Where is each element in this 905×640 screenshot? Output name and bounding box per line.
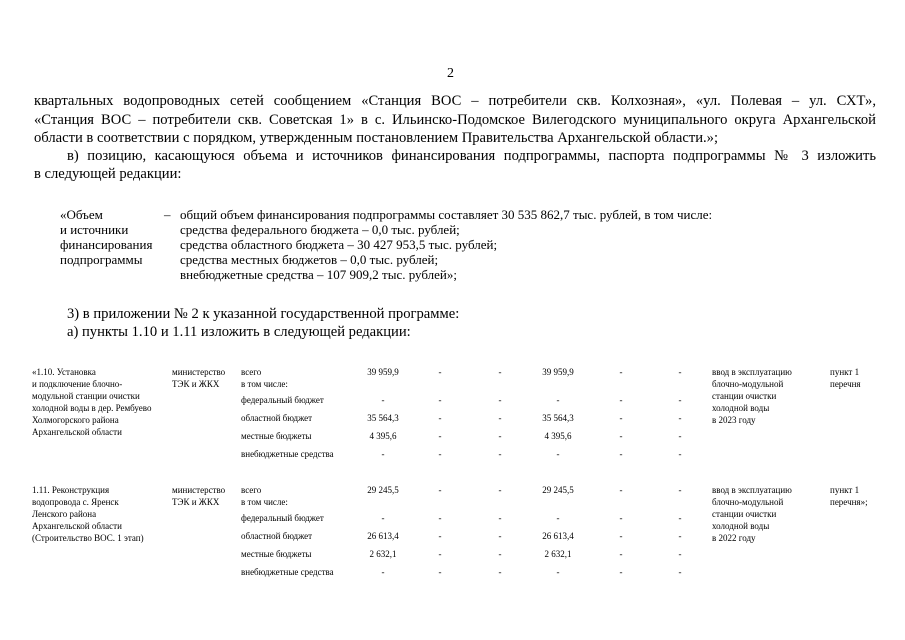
funding-source: областной бюджет <box>241 531 313 541</box>
row-reference: пункт 1 перечня <box>830 367 861 389</box>
funding-value: - <box>438 567 442 577</box>
funding-value: - <box>678 567 682 577</box>
funding-value: - <box>381 567 385 577</box>
funding-value: - <box>438 549 442 559</box>
passport-label-1: «Объем <box>60 207 103 222</box>
funding-value: - <box>498 485 502 495</box>
funding-value: - <box>678 449 682 459</box>
funding-value: - <box>498 549 502 559</box>
funding-value: 4 395,6 <box>544 431 572 441</box>
funding-value: 29 245,5 <box>542 485 574 495</box>
funding-source: внебюджетные средства <box>241 449 334 459</box>
funding-value: - <box>619 513 623 523</box>
item-3: 3) в приложении № 2 к указанной государственной программе: <box>67 306 460 322</box>
item-b-line-1: в) позицию, касающуюся объема и источников финансирования подпрограммы, паспорта подпрограммы № 3 изложить <box>67 148 876 164</box>
funding-value: - <box>438 513 442 523</box>
funding-value: - <box>498 367 502 377</box>
funding-value: - <box>438 531 442 541</box>
item-b-line-2: в следующей редакции: <box>34 166 182 182</box>
funding-source: федеральный бюджет <box>241 395 324 405</box>
funding-value: - <box>678 485 682 495</box>
passport-value-1: общий объем финансирования подпрограммы составляет 30 535 862,7 тыс. рублей, в том числе: <box>180 207 713 222</box>
funding-value: - <box>619 567 623 577</box>
row-executor: министерство ТЭК и ЖКХ <box>172 367 226 389</box>
paragraph-line-2: «Станция ВОС – потребители скв. Советская 1» в с. Ильинско-Подомское Вилегодского муниципального округа Архангельской <box>34 112 876 128</box>
funding-value: 39 959,9 <box>542 367 574 377</box>
funding-value: - <box>619 367 623 377</box>
passport-label-3: финансирования <box>60 237 153 252</box>
paragraph-line-3: области в соответствии с порядком, утвержденным постановлением Правительства Архангельской области.»; <box>34 130 719 146</box>
funding-value: - <box>381 395 385 405</box>
funding-value: - <box>381 513 385 523</box>
funding-value: - <box>619 531 623 541</box>
funding-value: 35 564,3 <box>542 413 574 423</box>
funding-value: - <box>619 431 623 441</box>
funding-value: - <box>498 431 502 441</box>
funding-source: внебюджетные средства <box>241 567 334 577</box>
funding-value: - <box>678 431 682 441</box>
passport-value-3: средства областного бюджета – 30 427 953,5 тыс. рублей; <box>180 237 498 252</box>
funding-value: 26 613,4 <box>542 531 574 541</box>
funding-value: 26 613,4 <box>367 531 399 541</box>
funding-source: областной бюджет <box>241 413 313 423</box>
funding-value: - <box>438 431 442 441</box>
funding-value: - <box>678 531 682 541</box>
funding-source: всего в том числе: <box>241 485 288 507</box>
funding-value: - <box>556 449 560 459</box>
funding-source: местные бюджеты <box>241 431 312 441</box>
funding-value: - <box>498 449 502 459</box>
funding-source: местные бюджеты <box>241 549 312 559</box>
funding-source: всего в том числе: <box>241 367 288 389</box>
funding-value: - <box>438 485 442 495</box>
funding-value: - <box>381 449 385 459</box>
funding-source: федеральный бюджет <box>241 513 324 523</box>
passport-label-4: подпрограммы <box>60 252 143 267</box>
funding-value: - <box>438 367 442 377</box>
passport-dash: – <box>164 207 171 222</box>
funding-value: - <box>498 395 502 405</box>
funding-value: - <box>678 413 682 423</box>
funding-value: - <box>678 367 682 377</box>
passport-value-2: средства федерального бюджета – 0,0 тыс. рублей; <box>180 222 460 237</box>
passport-value-5: внебюджетные средства – 107 909,2 тыс. рублей»; <box>180 267 457 282</box>
funding-value: - <box>678 513 682 523</box>
funding-value: - <box>498 567 502 577</box>
funding-value: - <box>438 449 442 459</box>
funding-value: - <box>438 395 442 405</box>
funding-value: - <box>438 413 442 423</box>
funding-value: - <box>619 413 623 423</box>
funding-value: 2 632,1 <box>544 549 572 559</box>
funding-value: - <box>619 549 623 559</box>
funding-value: 4 395,6 <box>369 431 397 441</box>
passport-label-2: и источники <box>60 222 129 237</box>
funding-value: - <box>498 513 502 523</box>
funding-value: 35 564,3 <box>367 413 399 423</box>
row-result: ввод в эксплуатацию блочно-модульной станции очистки холодной воды в 2022 году <box>712 485 792 543</box>
funding-value: - <box>619 485 623 495</box>
funding-value: 29 245,5 <box>367 485 399 495</box>
row-executor: министерство ТЭК и ЖКХ <box>172 485 226 507</box>
paragraph-line-1: квартальных водопроводных сетей сообщением «Станция ВОС – потребители скв. Колхозная», «ул. Полевая – ул. СХТ», <box>34 93 876 109</box>
page-number: 2 <box>447 66 454 81</box>
funding-value: - <box>678 395 682 405</box>
row-result: ввод в эксплуатацию блочно-модульной станции очистки холодной воды в 2023 году <box>712 367 792 425</box>
row-title: «1.10. Установка и подключение блочно- модульной станции очистки холодной воды в дер. Рембуево Холмогорского района Архангельской области <box>32 367 152 437</box>
funding-value: - <box>678 549 682 559</box>
funding-value: - <box>498 531 502 541</box>
row-reference: пункт 1 перечня»; <box>830 485 868 507</box>
funding-value: - <box>619 449 623 459</box>
passport-value-4: средства местных бюджетов – 0,0 тыс. рублей; <box>180 252 439 267</box>
funding-value: 39 959,9 <box>367 367 399 377</box>
funding-value: - <box>498 413 502 423</box>
funding-value: - <box>556 395 560 405</box>
item-a: а) пункты 1.10 и 1.11 изложить в следующей редакции: <box>67 324 411 340</box>
funding-value: 2 632,1 <box>369 549 397 559</box>
funding-value: - <box>556 513 560 523</box>
row-title: 1.11. Реконструкция водопровода с. Яренск Ленского района Архангельской области (Строительство ВОС. 1 этап) <box>32 485 144 543</box>
funding-value: - <box>619 395 623 405</box>
funding-value: - <box>556 567 560 577</box>
